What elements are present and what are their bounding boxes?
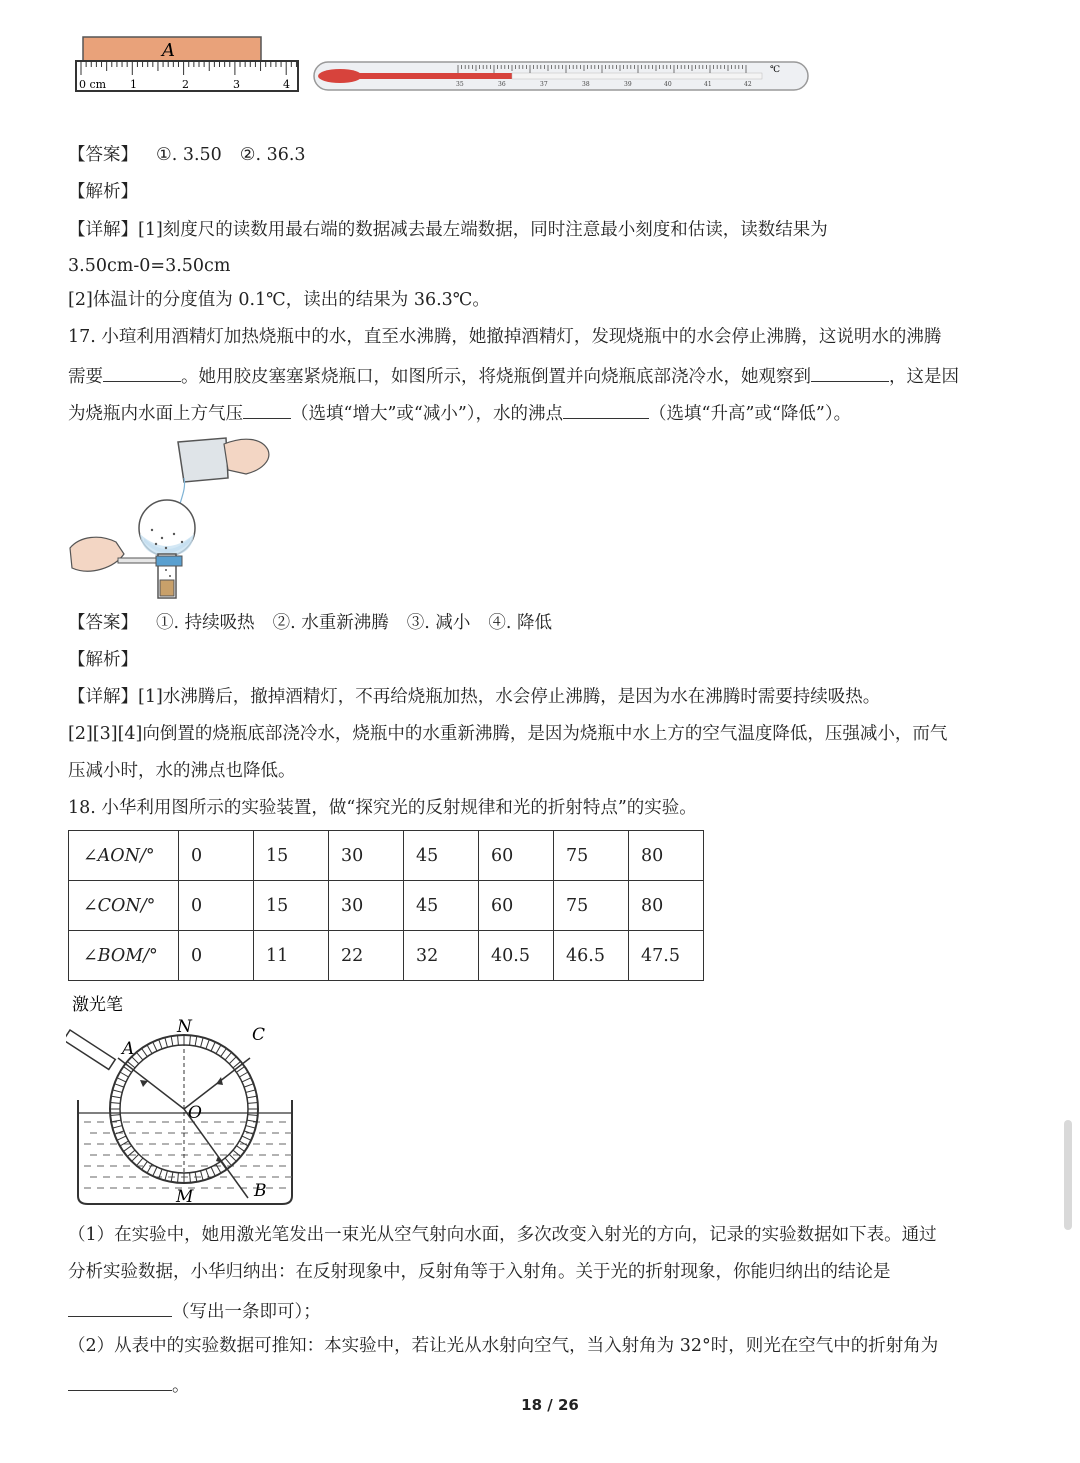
table-cell: 0: [179, 931, 254, 981]
label-o: O: [188, 1103, 202, 1123]
page-indicator: 18 / 26: [521, 1396, 579, 1414]
q17-detail-2: [2][3][4]向倒置的烧瓶底部浇冷水，烧瓶中的水重新沸腾，是因为烧瓶中水上方的空气温度降低，压强减小，而气: [68, 724, 948, 744]
text: （选填“增大”或“减小”），水的沸点: [291, 404, 564, 424]
answer-item: ①. 持续吸热: [156, 613, 255, 633]
answer-blank: [68, 1298, 172, 1317]
q16-answer-line: [68, 144, 306, 166]
thermo-label-39: 39: [624, 81, 632, 88]
inverted-flask: [139, 500, 195, 598]
scrollbar[interactable]: [1064, 1120, 1072, 1230]
q16-detail-1: [68, 219, 828, 241]
ruler-tick-4: 4: [283, 78, 290, 91]
laser-pen-label: 激光笔: [72, 995, 123, 1015]
text: 需要: [68, 367, 103, 387]
q18-part2-line2: [68, 1372, 190, 1397]
text: ，这是因: [889, 367, 959, 387]
thermo-label-38: 38: [582, 81, 590, 88]
q18-part1-line3: [68, 1298, 321, 1323]
ruler-tick-2: 2: [182, 78, 189, 91]
text: 。: [172, 1376, 190, 1396]
table-cell: 15: [254, 881, 329, 931]
q17-detail-3: 压减小时，水的沸点也降低。: [68, 761, 296, 781]
ruler-figure: [72, 34, 302, 96]
q17-stem-line2: [68, 363, 959, 388]
answer-blank: [243, 400, 291, 419]
answer-item: ②. 36.3: [239, 145, 306, 165]
table-row: [69, 881, 704, 931]
q18-part2-line1: （2）从表中的实验数据可推知：本实验中，若让光从水射向空气，当入射角为 32°时，则光在空气中的折射角为: [68, 1336, 939, 1356]
table-cell: 45: [404, 831, 479, 881]
table-cell: 30: [329, 831, 404, 881]
angle-data-table: [68, 830, 704, 981]
table-cell: 45: [404, 881, 479, 931]
table-row: [69, 931, 704, 981]
thermo-label-36: 36: [498, 81, 506, 88]
laser-pen: [66, 1030, 115, 1069]
q17-answer-line: [68, 612, 552, 634]
text: （选填“升高”或“降低”）。: [649, 404, 852, 424]
ruler-tick-1: 1: [130, 78, 137, 91]
table-cell: 30: [329, 881, 404, 931]
thermo-label-41: 41: [704, 81, 712, 88]
flask-figure: [66, 430, 281, 605]
label-b: B: [254, 1181, 267, 1201]
thermo-label-40: 40: [664, 81, 672, 88]
table-cell: 11: [254, 931, 329, 981]
ruler-tick-3: 3: [233, 78, 240, 91]
answer-blank: [103, 363, 181, 382]
analysis-tag: 【解析】: [68, 182, 138, 202]
text: （写出一条即可）；: [172, 1302, 321, 1322]
thermo-label-42: 42: [744, 81, 752, 88]
detail-text: [1]刻度尺的读数用最右端的数据减去最左端数据，同时注意最小刻度和估读，读数结果为: [138, 220, 828, 240]
answer-item: ③. 减小: [406, 613, 471, 633]
table-cell: 40.5: [479, 931, 554, 981]
thermo-label-35: 35: [456, 81, 464, 88]
detail-tag: 【详解】: [68, 220, 138, 240]
thermometer-figure: [312, 56, 812, 96]
ruler-block-label: A: [162, 40, 175, 61]
table-cell: 80: [629, 831, 704, 881]
table-cell: 46.5: [554, 931, 629, 981]
detail-tag: 【详解】: [68, 687, 138, 707]
answer-item: ②. 水重新沸腾: [272, 613, 389, 633]
q16-detail-1b: 3.50cm-0=3.50cm: [68, 256, 231, 276]
optics-figure: [66, 990, 306, 1212]
table-cell: 60: [479, 881, 554, 931]
q17-detail-1: [68, 686, 880, 708]
row-header: ∠BOM/°: [69, 931, 179, 981]
text: 为烧瓶内水面上方气压: [68, 404, 243, 424]
incident-ray: [118, 1058, 184, 1109]
label-m: M: [176, 1187, 194, 1207]
analysis-tag: 【解析】: [68, 650, 138, 670]
table-cell: 60: [479, 831, 554, 881]
table-cell: 22: [329, 931, 404, 981]
answer-item: ①. 3.50: [156, 145, 222, 165]
table-cell: 75: [554, 881, 629, 931]
q18-intro: 18. 小华利用图所示的实验装置，做“探究光的反射规律和光的折射特点”的实验。: [68, 798, 697, 818]
label-n: N: [177, 1017, 192, 1037]
table-cell: 80: [629, 881, 704, 931]
text: 。她用胶皮塞塞紧烧瓶口，如图所示，将烧瓶倒置并向烧瓶底部浇冷水，她观察到: [181, 367, 811, 387]
q18-part1-line2: 分析实验数据，小华归纳出：在反射现象中，反射角等于入射角。关于光的折射现象，你能归纳出的结论是: [68, 1262, 891, 1282]
q17-stem-line3: [68, 400, 851, 425]
answer-item: ④. 降低: [488, 613, 553, 633]
table-cell: 0: [179, 831, 254, 881]
label-c: C: [252, 1025, 266, 1045]
answer-blank: [563, 400, 649, 419]
table-cell: 0: [179, 881, 254, 931]
table-cell: 15: [254, 831, 329, 881]
thermo-label-37: 37: [540, 81, 548, 88]
beaker-pouring: [178, 438, 269, 504]
q16-detail-2: [2]体温计的分度值为 0.1℃，读出的结果为 36.3℃。: [68, 290, 490, 310]
table-cell: 47.5: [629, 931, 704, 981]
row-header: ∠AON/°: [69, 831, 179, 881]
answer-tag: 【答案】: [68, 613, 138, 633]
row-header: ∠CON/°: [69, 881, 179, 931]
label-a: A: [122, 1039, 135, 1059]
answer-blank: [811, 363, 889, 382]
table-row: [69, 831, 704, 881]
thermometer-unit: ℃: [770, 65, 781, 75]
q18-part1-line1: （1）在实验中，她用激光笔发出一束光从空气射向水面，多次改变入射光的方向，记录的实验数据如下表。通过: [68, 1225, 937, 1245]
answer-blank: [68, 1372, 172, 1391]
ruler-tick-0: 0 cm: [79, 78, 107, 91]
q17-stem-line1: 17. 小瑄利用酒精灯加热烧瓶中的水，直至水沸腾，她撤掉酒精灯，发现烧瓶中的水会停止沸腾，这说明水的沸腾: [68, 327, 942, 347]
table-cell: 32: [404, 931, 479, 981]
answer-tag: 【答案】: [68, 145, 138, 165]
detail-text: [1]水沸腾后，撤掉酒精灯，不再给烧瓶加热，水会停止沸腾，是因为水在沸腾时需要持续吸热。: [138, 687, 881, 707]
table-cell: 75: [554, 831, 629, 881]
